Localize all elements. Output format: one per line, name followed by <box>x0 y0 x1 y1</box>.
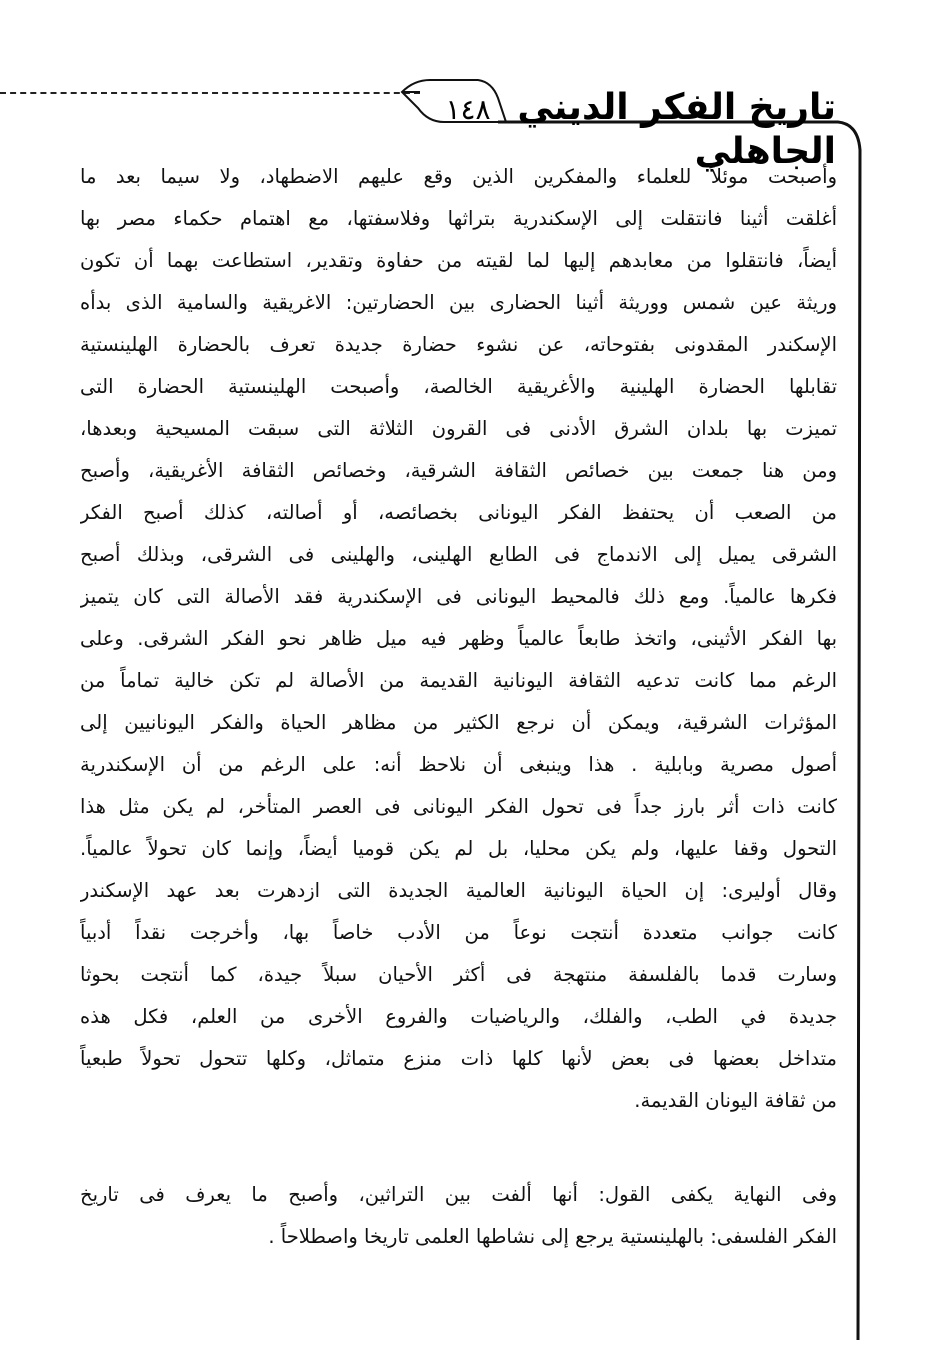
text-line: المؤثرات الشرقية، ويمكن أن نرجع الكثير من مظاهر الحياة والفكر اليونانيين إلى <box>80 711 837 734</box>
body-paragraph <box>80 156 837 1122</box>
header-dashed-rule <box>0 92 420 94</box>
text-line: جديدة في الطب، والفلك، والرياضيات والفروع الأخرى من العلم، فكل هذه <box>80 1005 837 1028</box>
text-line: التحول وقفا عليها، ولم يكن محليا، بل لم يكن قوميا أيضاً، وإنما كان تحولاً عالمياً. <box>80 837 837 860</box>
text-line: تميزت بها بلدان الشرق الأدنى فى القرون الثلاثة التى سبقت المسيحية وبعدها، <box>80 417 837 440</box>
running-title: تاريخ الفكر الديني الجاهلي <box>517 87 836 172</box>
text-line: بها الفكر الأثينى، واتخذ طابعاً عالمياً وظهر فيه ميل ظاهر نحو الفكر الشرقى. وعلى <box>80 627 837 650</box>
text-line: الشرقى يميل إلى الاندماج فى الطابع الهلينى، والهلينى فى الشرقى، وبذلك أصبح <box>80 543 837 566</box>
text-line: وفى النهاية يكفى القول: أنها ألفت بين التراثين، وأصبح ما يعرف فى تاريخ <box>80 1183 837 1206</box>
text-line: كانت ذات أثر بارز جداً فى تحول الفكر اليونانى فى العصر المتأخر، لم يكن مثل هذا <box>80 795 837 818</box>
text-line: من الصعب أن يحتفظ الفكر اليونانى بخصائصه، أو أصالته، كذلك أصبح الفكر <box>80 501 837 524</box>
text-line: الرغم مما كانت تدعيه الثقافة اليونانية القديمة من الأصالة لم تكن خالية تماماً من <box>80 669 837 692</box>
text-line: الإسكندر المقدونى بفتوحاته، عن نشوء حضارة جديدة تعرف بالحضارة الهلينستية <box>80 333 837 356</box>
closing-paragraph <box>80 1174 837 1258</box>
text-line: من ثقافة اليونان القديمة. <box>634 1089 837 1112</box>
text-line: فكرها عالمياً. ومع ذلك فالمحيط اليونانى فى الإسكندرية فقد الأصالة التى كان يتميز <box>80 585 837 608</box>
text-line: أصول مصرية وبابلية . هذا وينبغى أن نلاحظ أنه: على الرغم من أن الإسكندرية <box>80 753 837 776</box>
page-number: ١٤٨ <box>445 93 491 126</box>
text-line: كانت جوانب متعددة أنتجت نوعاً من الأدب خاصاً بها، وأخرجت نقداً أدبياً <box>80 921 837 944</box>
text-line: وسارت قدما بالفلسفة منتهجة فى أكثر الأحيان سبلاً جيدة، كما أنتجت بحوثا <box>80 963 837 986</box>
text-line: أيضاً، فانتقلوا من معابدهم إليها لما لقيته من حفاوة وتقدير، استطاعت بهما أن تكون <box>80 249 837 272</box>
text-line: الفكر الفلسفى: بالهلينستية يرجع إلى نشاطها العلمى تاريخا واصطلاحاً . <box>268 1225 837 1248</box>
text-line: تقابلها الحضارة الهلينية والأغريقية الخالصة، وأصبحت الهلينستية الحضارة التى <box>80 375 837 398</box>
text-line: ومن هنا جمعت بين خصائص الثقافة الشرقية، وخصائص الثقافة الأغريقية، وأصبح <box>80 459 837 482</box>
text-line: متداخل بعضها فى بعض لأنها كلها ذات منزع متماثل، وكلها تتحول تحولاً طبعياً <box>80 1047 837 1070</box>
text-line: أغلقت أثينا فانتقلت إلى الإسكندرية بتراثها وفلاسفتها، مع اهتمام حكماء مصر بها <box>80 207 837 230</box>
text-line: وريثة عين شمس ووريثة أثينا الحضارى بين الحضارتين: الاغريقية والسامية الذى بدأه <box>80 291 837 314</box>
text-line: وقال أوليرى: إن الحياة اليونانية العالمية الجديدة التى ازدهرت بعد عهد الإسكندر <box>80 879 837 902</box>
text-line: وأصبحت موئلاً للعلماء والمفكرين الذين وقع عليهم الاضطهاد، ولا سيما بعد ما <box>80 165 837 188</box>
